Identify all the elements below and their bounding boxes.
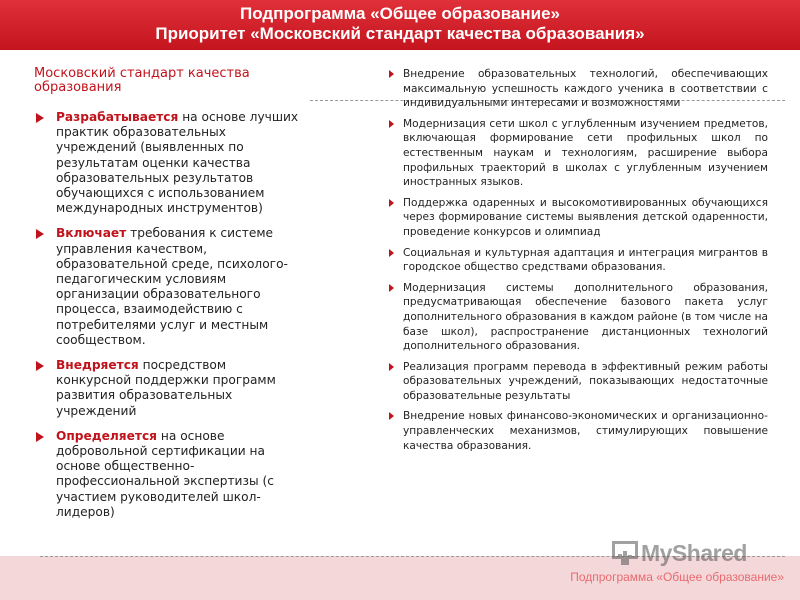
presentation-board-icon — [612, 541, 638, 565]
bullet-arrow-icon — [389, 249, 394, 257]
bullet-arrow-icon — [36, 229, 44, 239]
bullet-arrow-icon — [36, 113, 44, 123]
bullet-arrow-icon — [389, 363, 394, 371]
bullet-arrow-icon — [389, 284, 394, 292]
right-bullet-list — [389, 67, 768, 453]
footer-caption: Подпрограмма «Общее образование» — [570, 570, 784, 584]
left-bullet-item — [34, 358, 304, 419]
bullet-keyword: Разрабатывается — [56, 110, 179, 124]
watermark — [612, 538, 747, 568]
bullet-arrow-icon — [36, 432, 44, 442]
bullet-keyword: Включает — [56, 226, 127, 241]
bullet-keyword: Внедряется — [56, 358, 139, 373]
right-bullet-item — [389, 246, 768, 275]
left-bullet-list — [34, 110, 304, 520]
watermark-text: MyShared — [641, 539, 747, 566]
right-bullet-item — [389, 360, 768, 404]
left-bullet-item — [34, 110, 304, 216]
bullet-text: Модернизация сети школ с углубленным изучением предметов, включающая формирование сети профильных школ по естественным наукам и технологиям, расширение выбора профильных траекторий в школах с углубленным изучением иностранных языков. — [403, 117, 768, 189]
right-bullet-item — [389, 409, 768, 453]
right-bullet-item — [389, 117, 768, 190]
bullet-arrow-icon — [389, 412, 394, 420]
right-bullet-item — [389, 196, 768, 240]
right-bullet-item — [389, 67, 768, 111]
bullet-text: на основе лучших практик образовательных учреждений (выявленных по результатам оценки качества образовательных результатов обучающихся с использованием международных инструментов) — [56, 110, 299, 216]
bullet-text: Поддержка одаренных и высокомотивированных обучающихся через формирование системы выявления детской одаренности, проведение конкурсов и олимпиад — [403, 196, 768, 238]
bullet-arrow-icon — [389, 70, 394, 78]
slide-header — [0, 0, 800, 50]
left-bullet-item — [34, 226, 304, 348]
bullet-arrow-icon — [389, 199, 394, 207]
bullet-text: Внедрение новых финансово-экономических и организационно-управленческих механизмов, стимулирующих повышение качества образования. — [403, 410, 768, 452]
bullet-text: Социальная и культурная адаптация и интеграция мигрантов в городское общество средствами образования. — [403, 246, 768, 274]
bullet-keyword: Определяется — [56, 428, 158, 443]
bullet-arrow-icon — [389, 120, 394, 128]
right-bullet-item — [389, 281, 768, 354]
bullet-text: Модернизация системы дополнительного образования, предусматривающая обеспечение базового пакета услуг дополнительного образования в каждом районе (в том числе на базе школ), распространение дистанционных технологий дополнительного образования. — [403, 281, 768, 353]
slide-title-line1: Подпрограмма «Общее образование» — [239, 4, 561, 23]
bullet-text: на основе добровольной сертификации на основе общественно-профессиональной экспертизы (с участием руководителей школ-лидеров) — [56, 428, 274, 519]
bullet-text: требования к системе управления качеством, образовательной среде, психолого-педагогическим условиям организации образовательного процесса, взаимодействию с потребителями услуг и местным сообществом. — [56, 226, 288, 347]
left-bullet-item — [34, 429, 304, 520]
left-column-title: Московский стандарт качества образования — [34, 66, 250, 95]
bullet-arrow-icon — [36, 361, 44, 371]
bullet-text: Реализация программ перевода в эффективный режим работы образовательных учреждений, показывающих недостаточные образовательные результаты — [403, 360, 768, 402]
bullet-text: посредством конкурсной поддержки программ развития образовательных учреждений — [56, 358, 276, 418]
slide-title-line2: Приоритет «Московский стандарт качества образования» — [155, 24, 645, 43]
bullet-text: Внедрение образовательных технологий, обеспечивающих максимальную успешность каждого ученика в соответствии с индивидуальными интересами и возможностями — [403, 68, 768, 110]
